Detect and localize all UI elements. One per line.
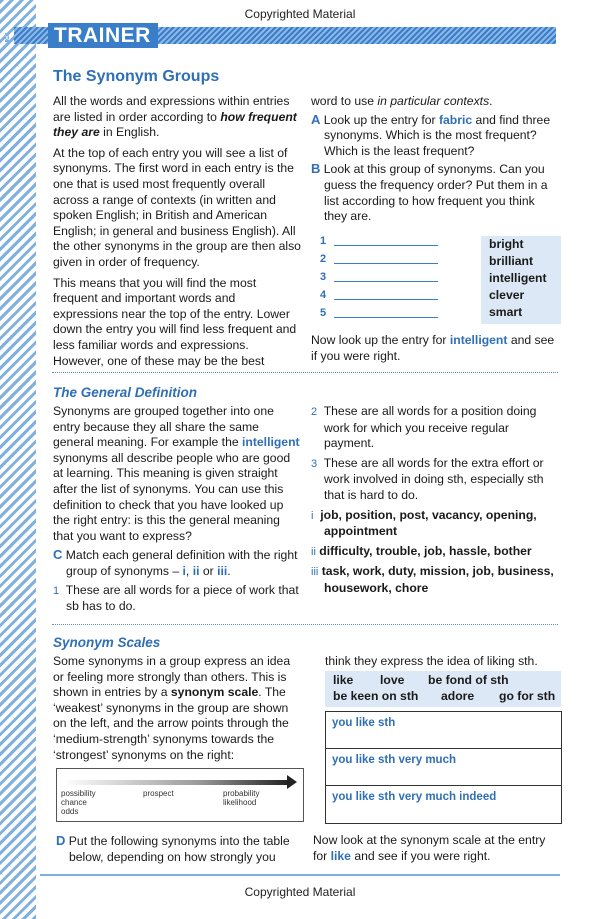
- synonym-scales-followup: Now look at the synonym scale at the entry for like and see if you were right.: [313, 833, 546, 863]
- watermark-top: Copyrighted Material: [244, 7, 356, 21]
- word-item: brilliant: [489, 254, 534, 268]
- liking-table: [325, 711, 562, 824]
- synonym-groups-col1: [53, 94, 301, 374]
- exercise-c: C Match each general definition with the right group of synonyms – i, ii or iii.: [53, 547, 298, 578]
- scale-arrow-bar: [63, 780, 289, 785]
- section-divider: [52, 624, 558, 625]
- table-row[interactable]: you like sth: [326, 712, 561, 749]
- scale-mid-word: prospect: [143, 789, 174, 798]
- section-divider: [52, 372, 558, 373]
- paragraph: All the words and expressions within entries are listed in order according to how frequent they are in English.: [53, 94, 297, 140]
- word-item: like: [333, 673, 354, 687]
- section-title-general-definition: The General Definition: [53, 385, 198, 400]
- paragraph: This means that you will find the most frequent and important words and expressions near the top of the entry. Lower down the entry you will find less frequent and less familiar words and expressions. However, one of these may be the best: [53, 275, 297, 368]
- word-item: be keen on sth: [333, 689, 419, 703]
- word-item: adore: [441, 689, 475, 703]
- side-stripe: [0, 0, 36, 919]
- paragraph: Some synonyms in a group express an idea or feeling more strongly than others. This is shown in entries by a synonym scale. The ‘weakest’ synonyms in the group are shown on the left, and the arrow points through the ‘medium-strength’ synonyms towards the ‘strongest’ synonyms on the right:: [53, 654, 291, 762]
- section-title-synonym-groups: The Synonym Groups: [53, 68, 220, 85]
- scale-left-words: possibility chance odds: [61, 789, 96, 816]
- answer-blank[interactable]: 3: [320, 268, 438, 286]
- exercise-a: A Look up the entry for fabric and find three synonyms. Which is the most frequent? Which is the least frequent?: [311, 111, 551, 158]
- page-number: x: [5, 33, 9, 42]
- synonym-scale-figure: [56, 768, 304, 822]
- synonym-group-i: i job, position, post, vacancy, opening, appointment: [311, 507, 537, 539]
- synonym-group-iii: iii task, work, duty, mission, job, business, housework, chore: [311, 564, 554, 595]
- paragraph: At the top of each entry you will see a list of synonyms. The first word in each entry is the one that is used most frequently overall across a range of contexts (in written and spoken English; in British and American English; in general and business English). All the other synonyms in the group are then also given in order of frequency.: [53, 145, 301, 269]
- synonym-group-ii: ii difficulty, trouble, job, hassle, bother: [311, 543, 532, 558]
- general-definition-col1: [53, 404, 301, 620]
- synonym-groups-col2: [311, 94, 559, 230]
- word-item: love: [380, 673, 405, 687]
- answer-blank[interactable]: 4: [320, 286, 438, 304]
- watermark-bottom: Copyrighted Material: [244, 885, 356, 899]
- definition-2: 2 These are all words for a position doing work for which you receive regular payment.: [311, 404, 537, 451]
- answer-blanks: [320, 232, 438, 322]
- word-item: smart: [489, 305, 523, 319]
- definition-1: 1 These are all words for a piece of work that sb has to do.: [53, 582, 299, 614]
- scale-right-words: probability likelihood: [223, 789, 260, 807]
- word-item: be fond of sth: [428, 673, 509, 687]
- general-definition-col2: [311, 404, 559, 602]
- definition-3: 3 These are all words for the extra effort or work involved in doing sth, especially sth that is hard to do.: [311, 455, 544, 502]
- synonym-scales-col1: [53, 654, 303, 768]
- trainer-heading: TRAINER: [48, 23, 158, 48]
- table-row[interactable]: you like sth very much: [326, 749, 561, 786]
- word-item: go for sth: [499, 689, 556, 703]
- synonym-groups-followup: Now look up the entry for intelligent and see if you were right.: [311, 333, 555, 363]
- scale-word-box: [325, 671, 561, 707]
- answer-blank[interactable]: 2: [320, 250, 438, 268]
- answer-blank[interactable]: 1: [320, 232, 438, 250]
- paragraph: word to use in particular contexts.: [311, 94, 493, 108]
- arrow-right-icon: [287, 775, 297, 789]
- word-item: clever: [489, 288, 525, 302]
- paragraph: Synonyms are grouped together into one entry because they all share the same general meaning. For example the intelligent synonyms all describe people who are good at learning. This meaning is given straight after the list of synonyms. You can use this definition to check that you have looked up the right entry: is this the general meaning that you want to express?: [53, 404, 300, 543]
- exercise-b: B Look at this group of synonyms. Can you guess the frequency order? Put them in a list according to how frequent you think they are.: [311, 161, 548, 224]
- synonym-word-box: [481, 236, 561, 324]
- exercise-d: D Put the following synonyms into the table below, depending on how strongly you: [56, 833, 290, 864]
- table-row[interactable]: you like sth very much indeed: [332, 791, 497, 803]
- section-title-synonym-scales: Synonym Scales: [53, 635, 161, 650]
- scale-intro: think they express the idea of liking sth.: [325, 654, 538, 668]
- word-item: intelligent: [489, 271, 547, 285]
- footer-line: [40, 874, 560, 876]
- answer-blank[interactable]: 5: [320, 304, 438, 322]
- word-item: bright: [489, 237, 524, 251]
